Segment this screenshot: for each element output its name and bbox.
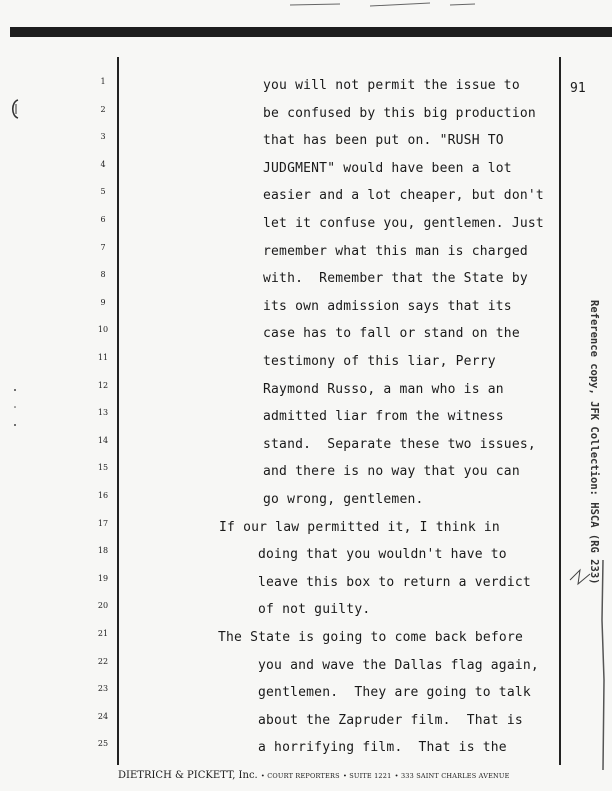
line-number: 8 — [100, 270, 106, 280]
line-number: 5 — [100, 187, 106, 197]
line-number: 6 — [100, 215, 106, 224]
transcript-line: gentlemen. They are going to talk — [258, 685, 531, 701]
transcript-line: a horrifying film. That is the — [258, 740, 507, 756]
transcript-line: leave this box to return a verdict — [258, 574, 531, 590]
line-number: 23 — [97, 684, 109, 694]
transcript-line: let it confuse you, gentlemen. Just — [263, 216, 544, 231]
line-number: 24 — [97, 711, 109, 721]
line-number: 1 — [100, 77, 106, 86]
archive-stamp: Reference copy, JFK Collection: HSCA (RG 233) — [588, 300, 600, 585]
transcript-line: case has to fall or stand on the — [263, 326, 520, 342]
transcript-line: remember what this man is charged — [263, 243, 528, 259]
line-number: 9 — [100, 297, 106, 307]
footer-suite: SUITE 1221 — [349, 772, 392, 780]
line-number: 18 — [97, 546, 109, 556]
top-border-line — [10, 27, 612, 37]
scan-scribble — [566, 560, 596, 590]
line-number: 2 — [100, 104, 106, 114]
scan-smudge — [280, 0, 480, 8]
line-number: 10 — [97, 325, 109, 335]
binder-hole-mark — [8, 98, 22, 120]
footer-firm: DIETRICH & PICKETT, Inc. — [118, 770, 258, 781]
transcript-line: stand. Separate these two issues, — [263, 436, 536, 452]
transcript-line: Raymond Russo, a man who is an — [263, 381, 504, 397]
transcript-line: admitted liar from the witness — [263, 409, 504, 425]
margin-speck — [12, 385, 18, 435]
line-number: 3 — [100, 132, 106, 142]
line-number: 19 — [97, 573, 109, 583]
line-number: 14 — [97, 435, 109, 445]
transcript-line: you and wave the Dallas flag again, — [258, 657, 539, 673]
transcript-line: testimony of this liar, Perry — [263, 354, 496, 369]
transcript-line: about the Zapruder film. That is — [258, 712, 523, 728]
transcript-line: of not guilty. — [258, 602, 371, 618]
transcript-line: be confused by this big production — [263, 105, 536, 121]
line-number: 22 — [97, 656, 109, 666]
line-number: 11 — [97, 353, 109, 362]
line-number: 4 — [100, 159, 106, 169]
scan-edge-noise — [598, 560, 608, 770]
page-number: 91 — [570, 81, 586, 96]
line-number: 25 — [97, 739, 109, 749]
transcript-line: doing that you wouldn't have to — [258, 547, 507, 563]
line-number: 7 — [100, 242, 106, 252]
transcript-line: with. Remember that the State by — [263, 271, 528, 287]
footer-role: COURT REPORTERS — [267, 772, 340, 780]
line-number: 21 — [97, 629, 109, 638]
line-number: 16 — [97, 491, 109, 500]
line-number: 15 — [97, 463, 109, 473]
transcript-line: The State is going to come back before — [218, 630, 524, 645]
transcript-line: go wrong, gentlemen. — [263, 492, 424, 507]
line-number: 20 — [97, 601, 109, 611]
transcript-line: JUDGMENT" would have been a lot — [263, 160, 512, 176]
line-number: 13 — [97, 408, 109, 418]
transcript-line: If our law permitted it, I think in — [219, 519, 500, 535]
transcript-line: its own admission says that its — [263, 298, 512, 314]
transcript-line: that has been put on. "RUSH TO — [263, 133, 504, 149]
transcript-line: easier and a lot cheaper, but don't — [263, 188, 544, 204]
line-number: 17 — [97, 518, 109, 528]
reporter-footer: DIETRICH & PICKETT, Inc. • COURT REPORTERS • SUITE 1221 • 333 SAINT CHARLES AVENUE — [118, 770, 510, 781]
line-number: 12 — [97, 380, 109, 390]
transcript-line: and there is no way that you can — [263, 464, 520, 480]
transcript-line: you will not permit the issue to — [263, 78, 520, 93]
footer-address: 333 SAINT CHARLES AVENUE — [400, 772, 510, 780]
